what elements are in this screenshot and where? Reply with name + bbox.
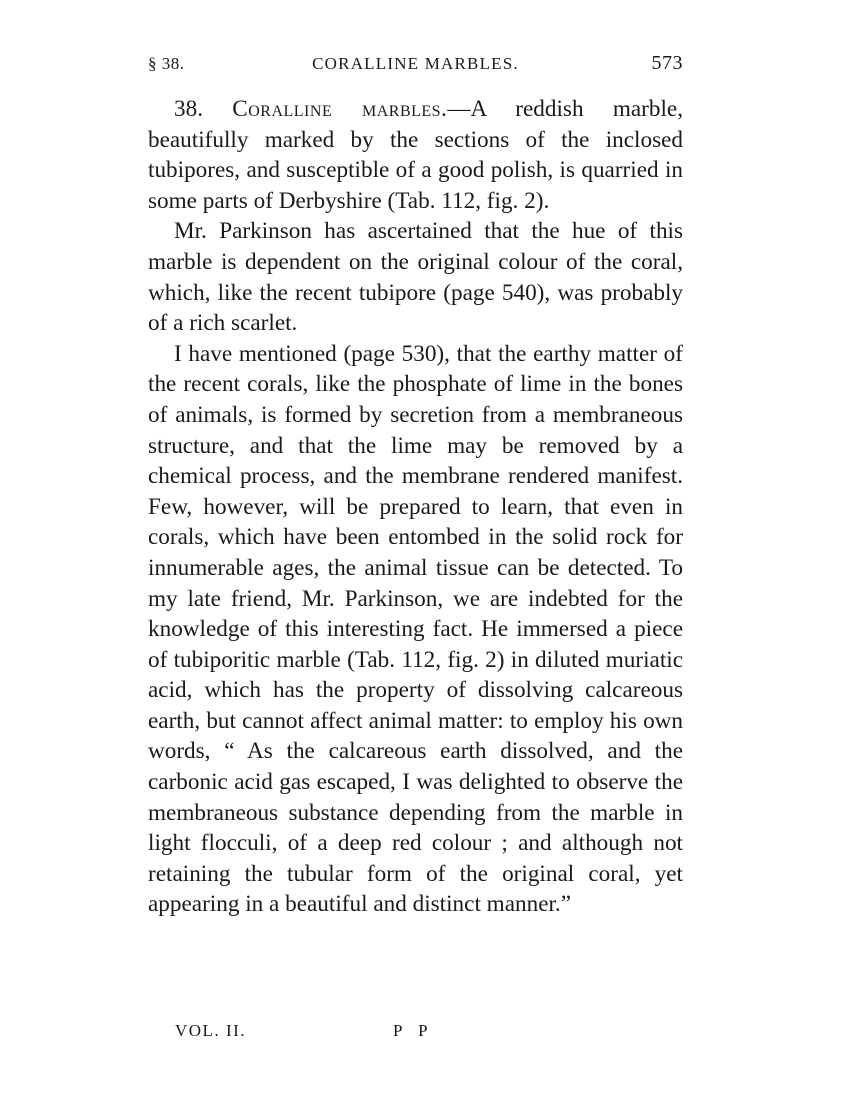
running-header [148, 54, 683, 80]
paragraph-1-text: —A reddish marble, beautifully marked by the sections of the inclosed tubipores, and susceptible of a good polish, is quarried in some parts of Derbyshire (Tab. 112, fig. 2). [148, 96, 683, 214]
paragraph-2: Mr. Parkinson has ascertained that the hue of this marble is dependent on the original colour of the coral, which, like the recent tubipore (page 540), was probably of a rich scarlet. [148, 218, 683, 337]
section-number: § 38. [148, 54, 185, 73]
volume-label: VOL. II. [175, 1021, 247, 1040]
signature-mark: P P [393, 1021, 434, 1040]
paragraph-3: I have mentioned (page 530), that the earthy matter of the recent corals, like the phosphate of lime in the bones of animals, is formed by secretion from a membraneous structure, and that the lime may be removed by a chemical process, and the membrane rendered manifest. Few, however, will be prepared to learn, that even in corals, which have been entombed in the solid rock for innumerable ages, the animal tissue can be detected. To my late friend, Mr. Parkinson, we are indebted for the knowledge of this interesting fact. He immersed a piece of tubiporitic marble (Tab. 112, fig. 2) in diluted muriatic acid, which has the property of dissolving calcareous earth, but cannot affect animal matter: to employ his own words, “ As the calcareous earth dissolved, and the carbonic acid gas escaped, I was delighted to observe the membraneous substance depending from the marble in light flocculi, of a deep red colour ; and although not retaining the tubular form of the original coral, yet appearing in a beautiful and distinct manner.” [148, 340, 683, 918]
page-body [148, 94, 683, 920]
paragraph-1 [148, 94, 683, 216]
page-number: 573 [651, 52, 683, 74]
page-footer [175, 1021, 434, 1041]
paragraph-number: 38. [174, 96, 203, 122]
running-title: CORALLINE MARBLES. [312, 54, 519, 73]
section-heading: Coralline marbles. [232, 96, 448, 122]
